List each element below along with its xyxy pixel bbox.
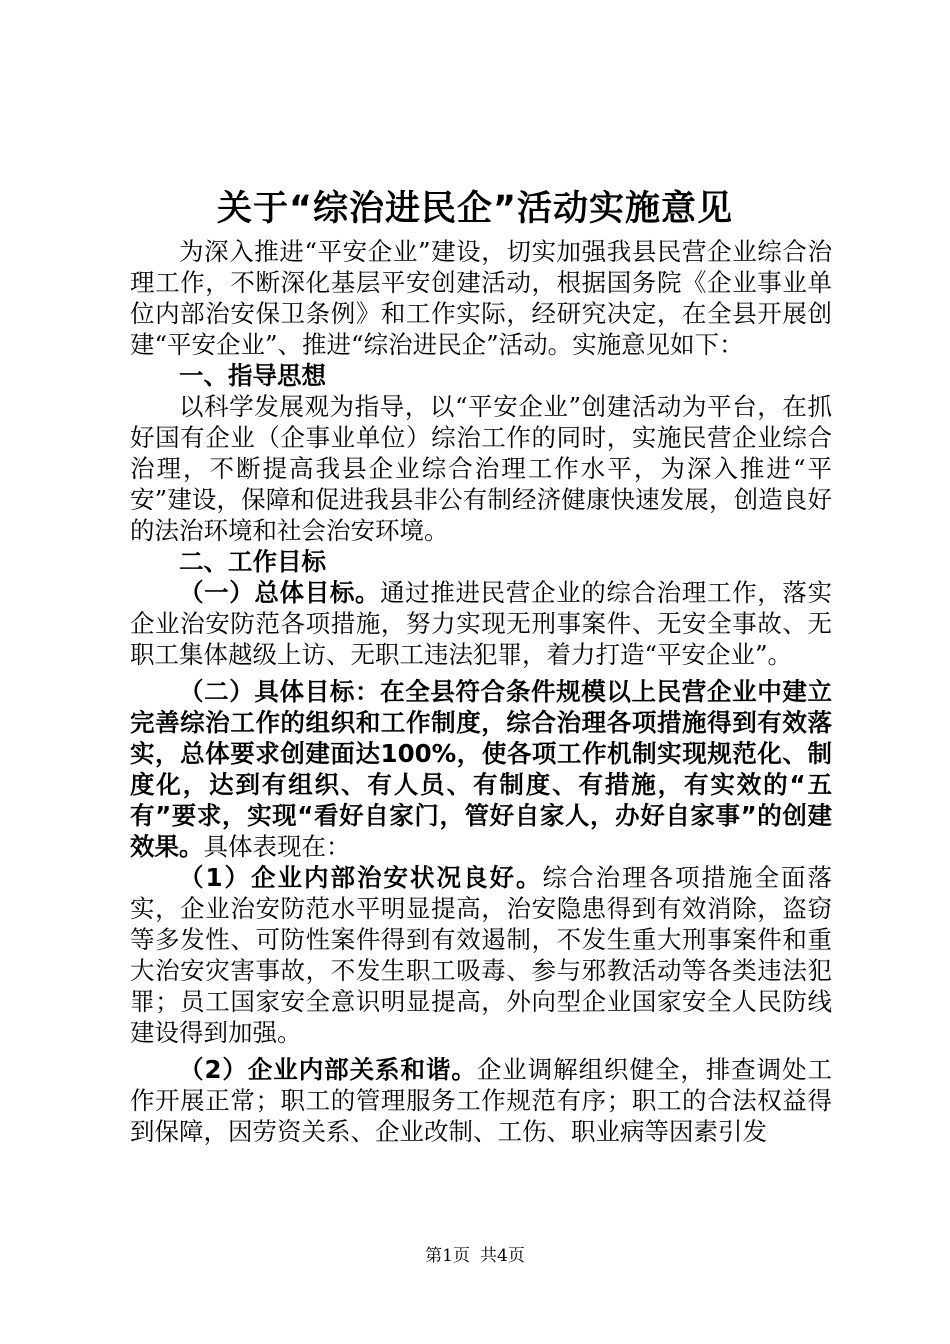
document-title: 关于“综治进民企”活动实施意见: [216, 189, 733, 229]
page-footer: [0, 1244, 950, 1268]
item-2-body: 企业调解组织健全，排查调处工作开展正常；职工的管理服务工作规范有序；职工的合法权益得到保障，因劳资关系、企业改制、工伤、职业病等因素引发: [130, 1055, 833, 1146]
specific-goal-paragraph: [130, 676, 832, 862]
guiding-ideology-paragraph: 以科学发展观为指导，以“平安企业”创建活动为平台，在抓好国有企业（企事业单位）综治工作的同时，实施民营企业综合治理，不断提高我县企业综合治理工作水平，为深入推进“平安”建设，保障和促进我县非公有制经济健康快速发展，创造良好的法治环境和社会治安环境。: [130, 392, 832, 545]
item-1-body: 综合治理各项措施全面落实，企业治安防范水平明显提高，治安隐患得到有效消除，盗窃等多发性、可防性案件得到有效遏制，不发生重大刑事案件和重大治安灾害事故，不发生职工吸毒、参与邪教活动等各类违法犯罪；员工国家安全意识明显提高，外向型企业国家安全人民防线建设得到加强。: [130, 863, 833, 1047]
overall-goal-lead: （一）总体目标。: [179, 578, 381, 607]
page-number-total: 共4页: [480, 1246, 525, 1266]
document-body: [130, 236, 832, 1147]
item-1-paragraph: [130, 862, 832, 1048]
overall-goal-paragraph: [130, 577, 832, 670]
page-number-current: 第1页: [425, 1246, 470, 1266]
section-heading-work-goals: 二、工作目标: [179, 547, 326, 576]
item-2-lead: （2）企业内部关系和谐。: [179, 1055, 477, 1084]
specific-goal-lead: （二）具体目标：在全县符合条件规模以上民营企业中建立完善综治工作的组织和工作制度，综合治理各项措施得到有效落实，总体要求创建面达100%，使各项工作机制实现规范化、制度化，达到有组织、有人员、有制度、有措施，有实效的“五有”要求，实现“看好自家门，管好自家人，办好自家事”的创建效果。: [130, 677, 832, 861]
item-2-paragraph: [130, 1054, 832, 1147]
item-1-lead: （1）企业内部治安状况良好。: [179, 863, 543, 892]
overall-goal-body: 通过推进民营企业的综合治理工作，落实企业治安防范各项措施，努力实现无刑事案件、无安全事故、无职工集体越级上访、无职工违法犯罪，着力打造“平安企业”。: [130, 578, 833, 669]
section-heading-guiding-ideology: 一、指导思想: [179, 361, 326, 390]
specific-goal-body: 具体表现在：: [203, 832, 351, 861]
intro-paragraph: 为深入推进“平安企业”建设，切实加强我县民营企业综合治理工作，不断深化基层平安创建活动，根据国务院《企业事业单位内部治安保卫条例》和工作实际，经研究决定，在全县开展创建“平安企业”、推进“综治进民企”活动。实施意见如下：: [130, 237, 832, 359]
